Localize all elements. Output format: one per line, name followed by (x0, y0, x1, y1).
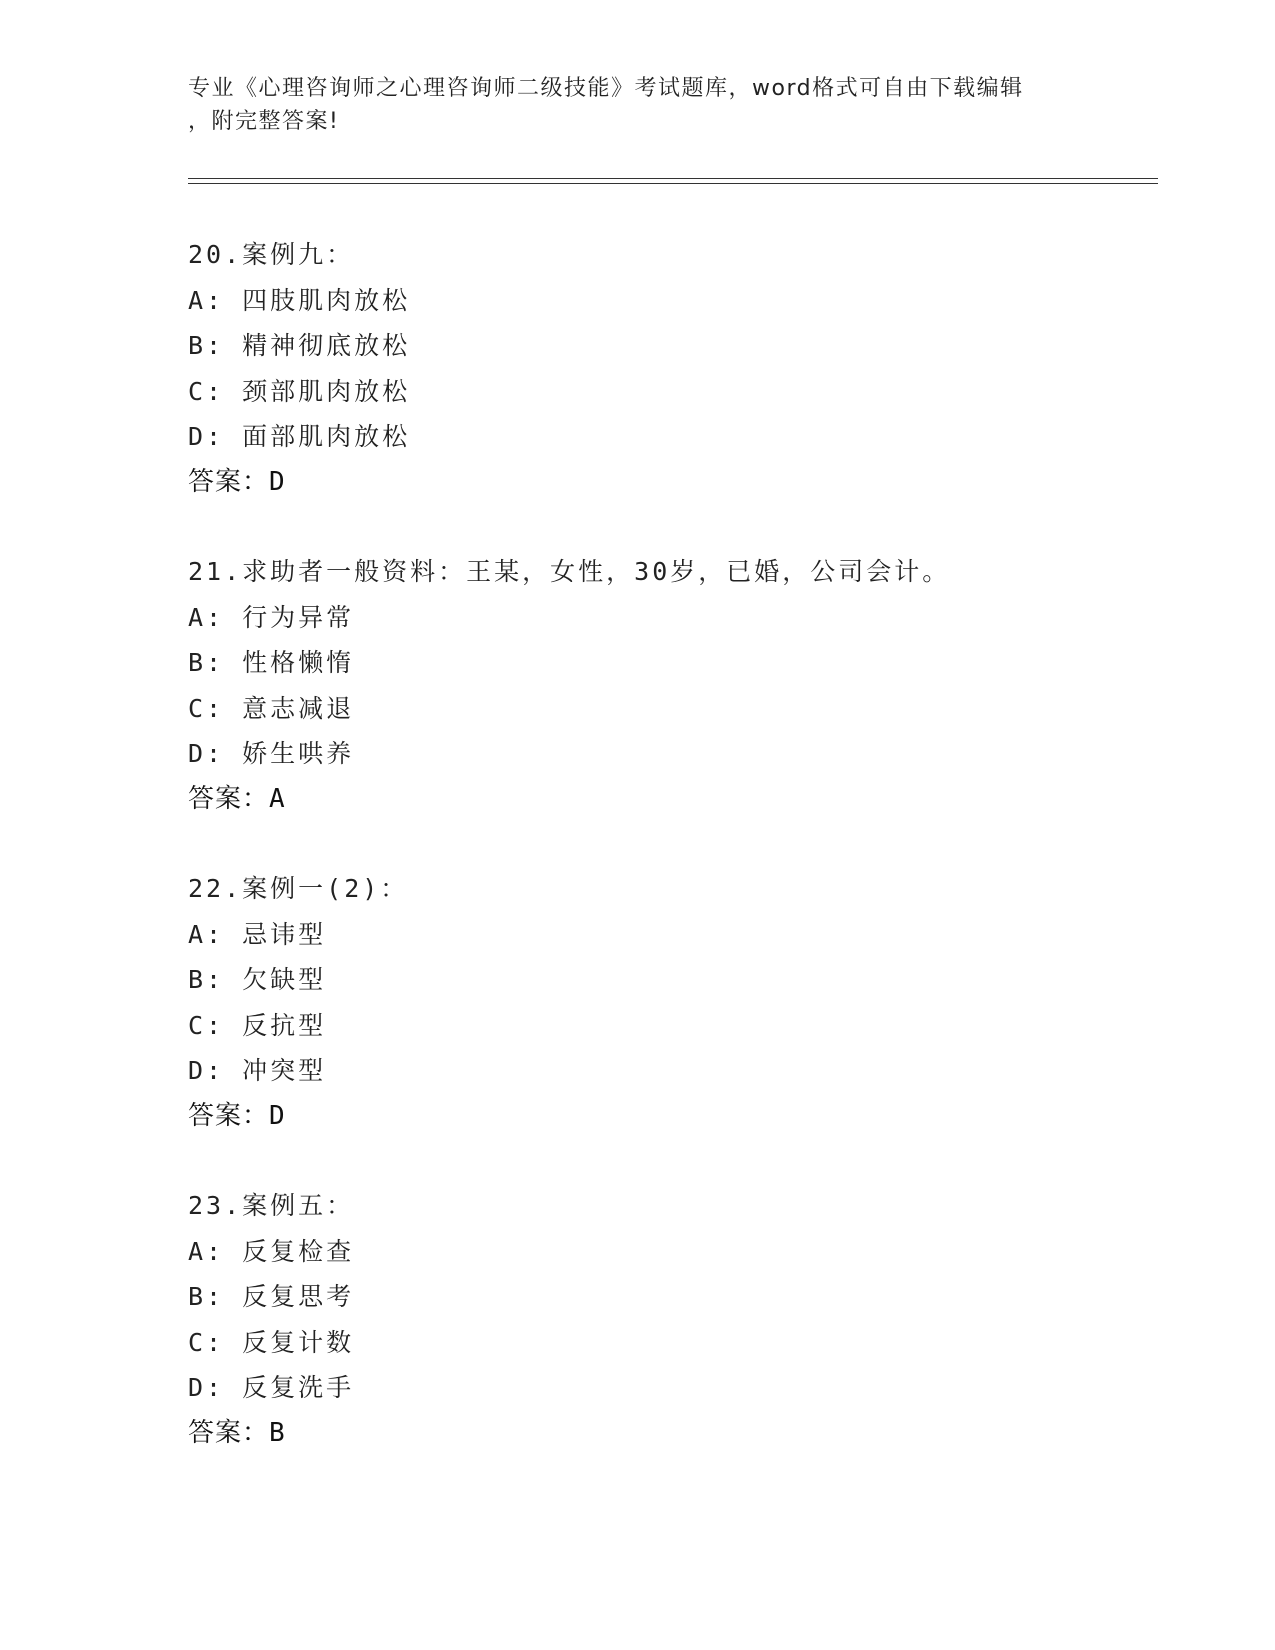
question-stem: 21.求助者一般资料：王某，女性，30岁，已婚，公司会计。 (188, 557, 951, 586)
option-a: A: 反复检查 (188, 1236, 355, 1266)
option-a: A: 忌讳型 (188, 919, 327, 949)
answer-line (188, 777, 1148, 823)
option-a: A: 行为异常 (188, 602, 355, 632)
option-c: C: 意志减退 (188, 693, 355, 723)
answer-value: B (269, 1417, 286, 1448)
option-b: B: 欠缺型 (188, 965, 327, 994)
answer-label: 答案： (188, 1417, 270, 1448)
question-23 (188, 1183, 1148, 1456)
option-a: A: 四肢肌肉放松 (188, 285, 411, 315)
header-divider-bottom (188, 183, 1158, 184)
question-22 (188, 866, 1148, 1139)
header-divider-top (188, 178, 1158, 179)
answer-value: D (269, 1100, 286, 1131)
document-header (188, 72, 1088, 138)
question-stem: 20.案例九： (188, 240, 355, 269)
option-c: C: 反抗型 (188, 1010, 327, 1040)
question-21 (188, 549, 1148, 822)
question-20 (188, 232, 1148, 505)
option-d: D: 反复洗手 (188, 1373, 355, 1402)
option-c: C: 颈部肌肉放松 (188, 376, 411, 406)
answer-line (188, 460, 1148, 506)
option-b: B: 性格懒惰 (188, 648, 355, 677)
answer-line (188, 1094, 1148, 1140)
answer-label: 答案： (188, 1100, 270, 1131)
option-d: D: 面部肌肉放松 (188, 422, 411, 451)
answer-label: 答案： (188, 783, 270, 814)
question-stem: 22.案例一(2)： (188, 874, 409, 903)
option-c: C: 反复计数 (188, 1327, 355, 1357)
header-line-1: 专业《心理咨询师之心理咨询师二级技能》考试题库，word格式可自由下载编辑 (188, 76, 1024, 101)
answer-value: D (269, 466, 286, 497)
option-b: B: 反复思考 (188, 1282, 355, 1311)
answer-line (188, 1411, 1148, 1457)
header-line-2: ，附完整答案! (188, 109, 340, 134)
answer-label: 答案： (188, 466, 270, 497)
answer-value: A (269, 783, 286, 814)
option-d: D: 冲突型 (188, 1056, 327, 1085)
question-stem: 23.案例五： (188, 1191, 355, 1220)
option-b: B: 精神彻底放松 (188, 331, 411, 360)
option-d: D: 娇生哄养 (188, 739, 355, 768)
